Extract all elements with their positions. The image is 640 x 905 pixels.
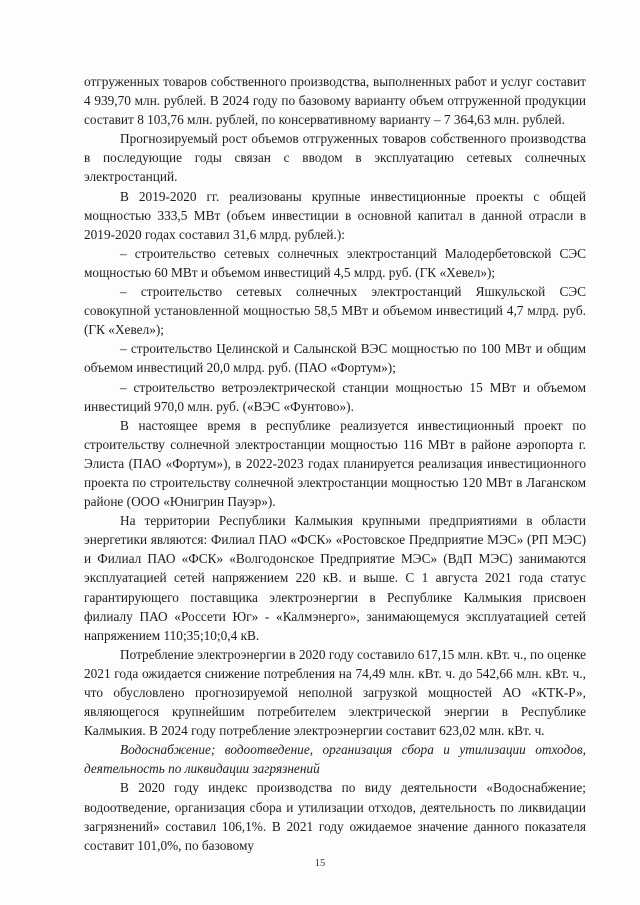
- paragraph-investment-projects: В 2019-2020 гг. реализованы крупные инвестиционные проекты с общей мощностью 333,5 МВт (объем инвестиции в основной капитал в данной отрасли в 2019-2020 годах составил 31,6 млрд. рублей.):: [84, 188, 586, 242]
- list-item-malodarbetovskaya: – строительство сетевых солнечных электростанций Малодербетовской СЭС мощностью 60 МВт и объемом инвестиций 4,5 млрд. руб. (ГК «Хевел»);: [84, 245, 586, 280]
- list-item-funtovo: – строительство ветроэлектрической станции мощностью 15 МВт и объемом инвестиций 970,0 млн. руб. («ВЭС «Фунтово»).: [84, 379, 586, 414]
- paragraph-consumption: Потребление электроэнергии в 2020 году составило 617,15 млн. кВт. ч., по оценке 2021 года ожидается снижение потребления на 74,49 млн. кВт. ч. до 542,66 млн. кВт. ч., что обусловлено прогнозируемой неполной загрузкой мощностей АО «КТК-Р», являющегося крупнейшим потребителем электрической энергии в Республике Калмыкия. В 2024 году потребление электроэнергии составит 623,02 млн. кВт. ч.: [84, 646, 586, 739]
- list-item-tselinskaya: – строительство Целинской и Салынской ВЭС мощностью по 100 МВт и общим объемом инвестиций 20,0 млрд. руб. (ПАО «Фортум»);: [84, 341, 586, 376]
- page-number: 15: [314, 858, 326, 869]
- page-body: [84, 72, 586, 855]
- paragraph-production-index: В 2020 году индекс производства по виду деятельности «Водоснабжение; водоотведение, организация сбора и утилизации отходов, деятельность по ликвидации загрязнений» составил 106,1%. В 2021 году ожидаемое значение данного показателя составит 101,0%, по базовому: [84, 780, 586, 853]
- section-heading-water-supply: Водоснабжение; водоотведение, организация сбора и утилизации отходов, деятельность по ликвидации загрязнений: [84, 742, 586, 777]
- paragraph-continuation: отгруженных товаров собственного производства, выполненных работ и услуг составит 4 939,70 млн. рублей. В 2024 году по базовому варианту объем отгруженной продукции составит 8 103,76 млн. рублей, по консервативному варианту – 7 364,63 млн. рублей.: [84, 74, 586, 128]
- paragraph-current-project: В настоящее время в республике реализуется инвестиционный проект по строительству солнечной электростанции мощностью 116 МВт в районе аэропорта г. Элиста (ПАО «Фортум»), в 2022-2023 годах планируется реализация инвестиционного проекта по строительству солнечной электростанции мощностью 120 МВт в Лаганском районе (ООО «Юнигрин Пауэр»).: [84, 417, 586, 510]
- paragraph-growth-forecast: Прогнозируемый рост объемов отгруженных товаров собственного производства в последующие годы связан с вводом в эксплуатацию сетевых солнечных электростанций.: [84, 131, 586, 185]
- paragraph-energy-enterprises: На территории Республики Калмыкия крупными предприятиями в области энергетики являются: Филиал ПАО «ФСК» «Ростовское Предприятие МЭС» (РП МЭС) и Филиал ПАО «ФСК» «Волгодонское Предприятие МЭС» (ВдП МЭС) занимаются эксплуатацией сетей напряжением 220 кВ. и выше. С 1 августа 2021 года статус гарантирующего поставщика электроэнергии в Республике Калмыкия присвоен филиалу ПАО «Россети Юг» - «Калмэнерго», занимающемуся эксплуатацией сетей напряжением 110;35;10;0,4 кВ.: [84, 513, 586, 643]
- list-item-yashkulskaya: – строительство сетевых солнечных электростанций Яшкульской СЭС совокупной установленной мощностью 58,5 МВт и объемом инвестиций 4,7 млрд. руб. (ГК «Хевел»);: [84, 284, 586, 338]
